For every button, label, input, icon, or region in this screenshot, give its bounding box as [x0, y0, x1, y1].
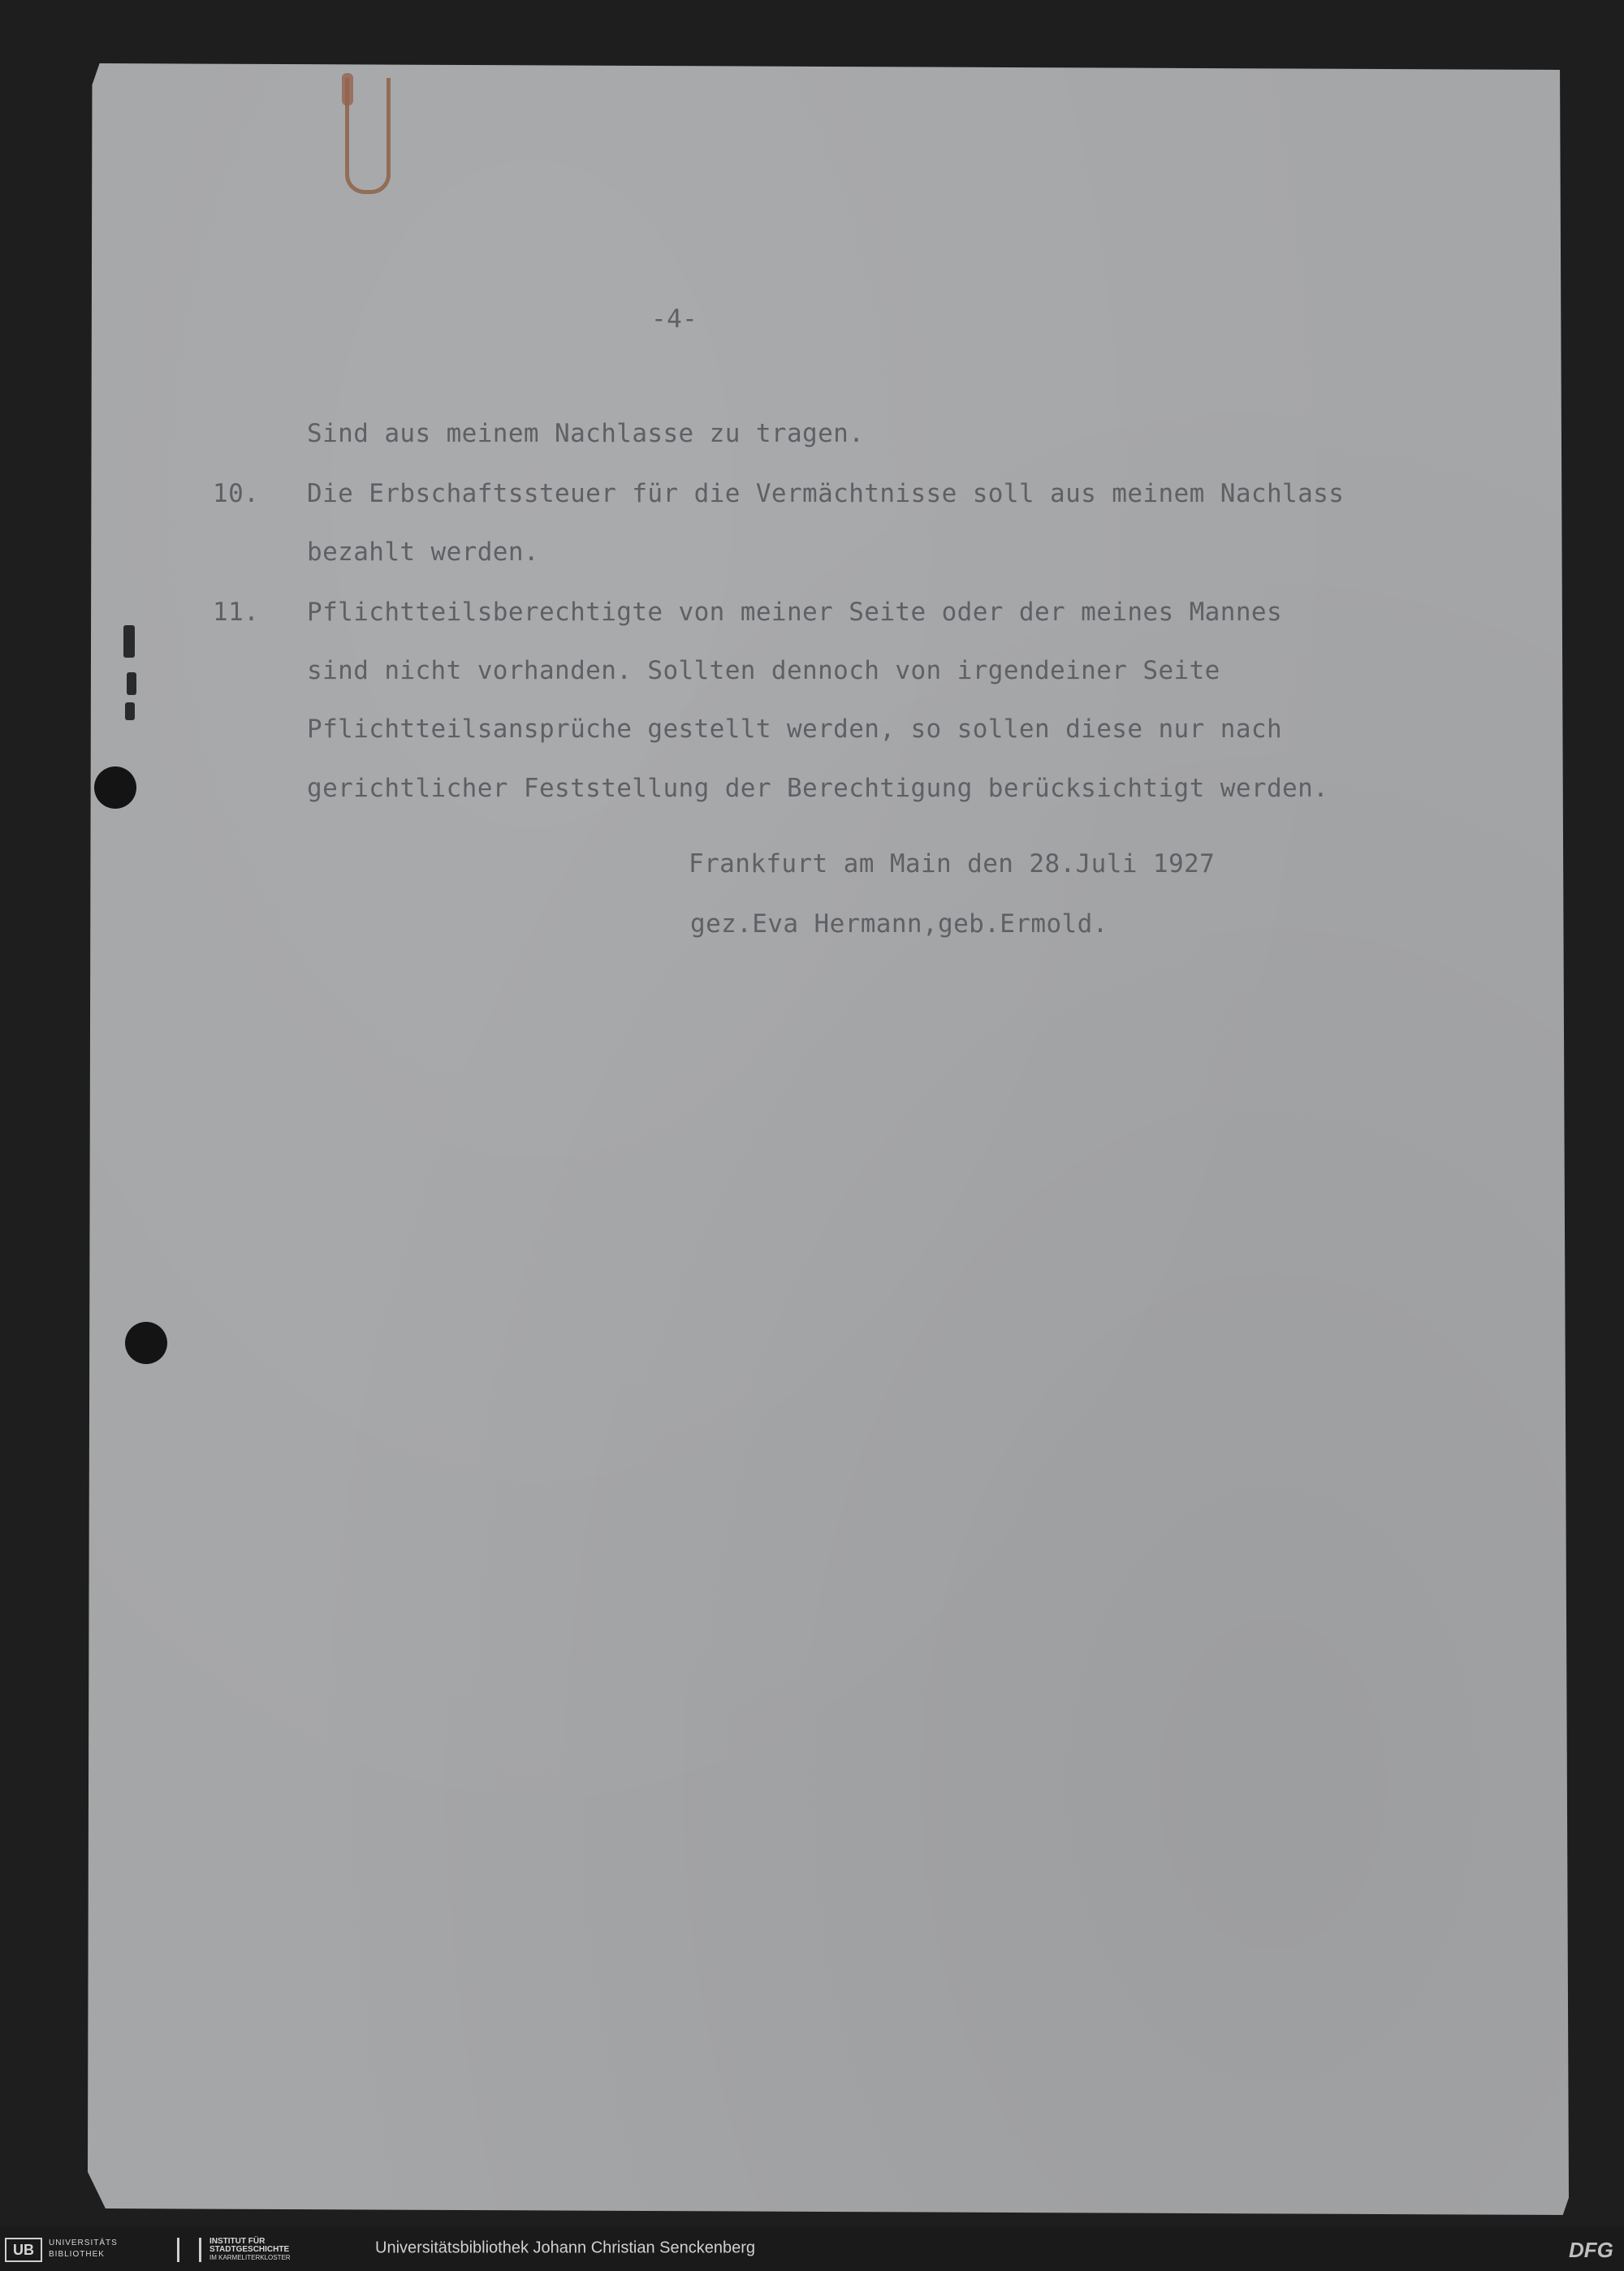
- isg-logo-icon: [177, 2238, 201, 2262]
- text-line: Pflichtteilsansprüche gestellt werden, so sollen diese nur nach: [307, 715, 1283, 744]
- signature-line: gez.Eva Hermann,geb.Ermold.: [690, 909, 1108, 939]
- text-line: sind nicht vorhanden. Sollten dennoch von irgendeiner Seite: [307, 656, 1220, 685]
- place-date: Frankfurt am Main den 28.Juli 1927: [689, 849, 1216, 879]
- text-line: gerichtlicher Feststellung der Berechtigung berücksichtigt werden.: [307, 774, 1329, 803]
- binding-mark: [123, 625, 135, 658]
- text-line: Die Erbschaftssteuer für die Vermächtnisse soll aus meinem Nachlass: [307, 479, 1345, 508]
- item-number-10: 10.: [213, 479, 260, 508]
- footer-bar: [0, 2226, 1624, 2271]
- text-line: bezahlt werden.: [307, 538, 539, 567]
- binding-mark: [127, 672, 136, 695]
- document-page: [88, 63, 1569, 2215]
- ub-logo-line: UNIVERSITÄTS: [49, 2239, 118, 2247]
- isg-logo-line: STADTGESCHICHTE: [209, 2245, 290, 2254]
- footer-caption: Universitätsbibliothek Johann Christian Senckenberg: [375, 2239, 756, 2257]
- isg-logo-line: INSTITUT FÜR: [209, 2237, 266, 2246]
- ub-logo: UB: [5, 2238, 42, 2262]
- dfg-logo: DFG: [1569, 2238, 1613, 2262]
- ub-logo-text: [49, 2238, 171, 2262]
- item-number-11: 11.: [213, 598, 260, 627]
- text-line: Pflichtteilsberechtigte von meiner Seite oder der meines Mannes: [307, 598, 1283, 627]
- binding-mark: [125, 702, 135, 720]
- ub-logo-line: BIBLIOTHEK: [49, 2250, 105, 2259]
- punch-hole-top: [94, 766, 136, 809]
- text-line: Sind aus meinem Nachlasse zu tragen.: [307, 419, 865, 448]
- isg-logo-text: [209, 2238, 339, 2262]
- punch-hole-bottom: [125, 1322, 167, 1364]
- rusty-staple-mark: [345, 78, 391, 194]
- page-number: -4-: [651, 304, 698, 334]
- isg-logo-line: IM KARMELITERKLOSTER: [209, 2254, 291, 2261]
